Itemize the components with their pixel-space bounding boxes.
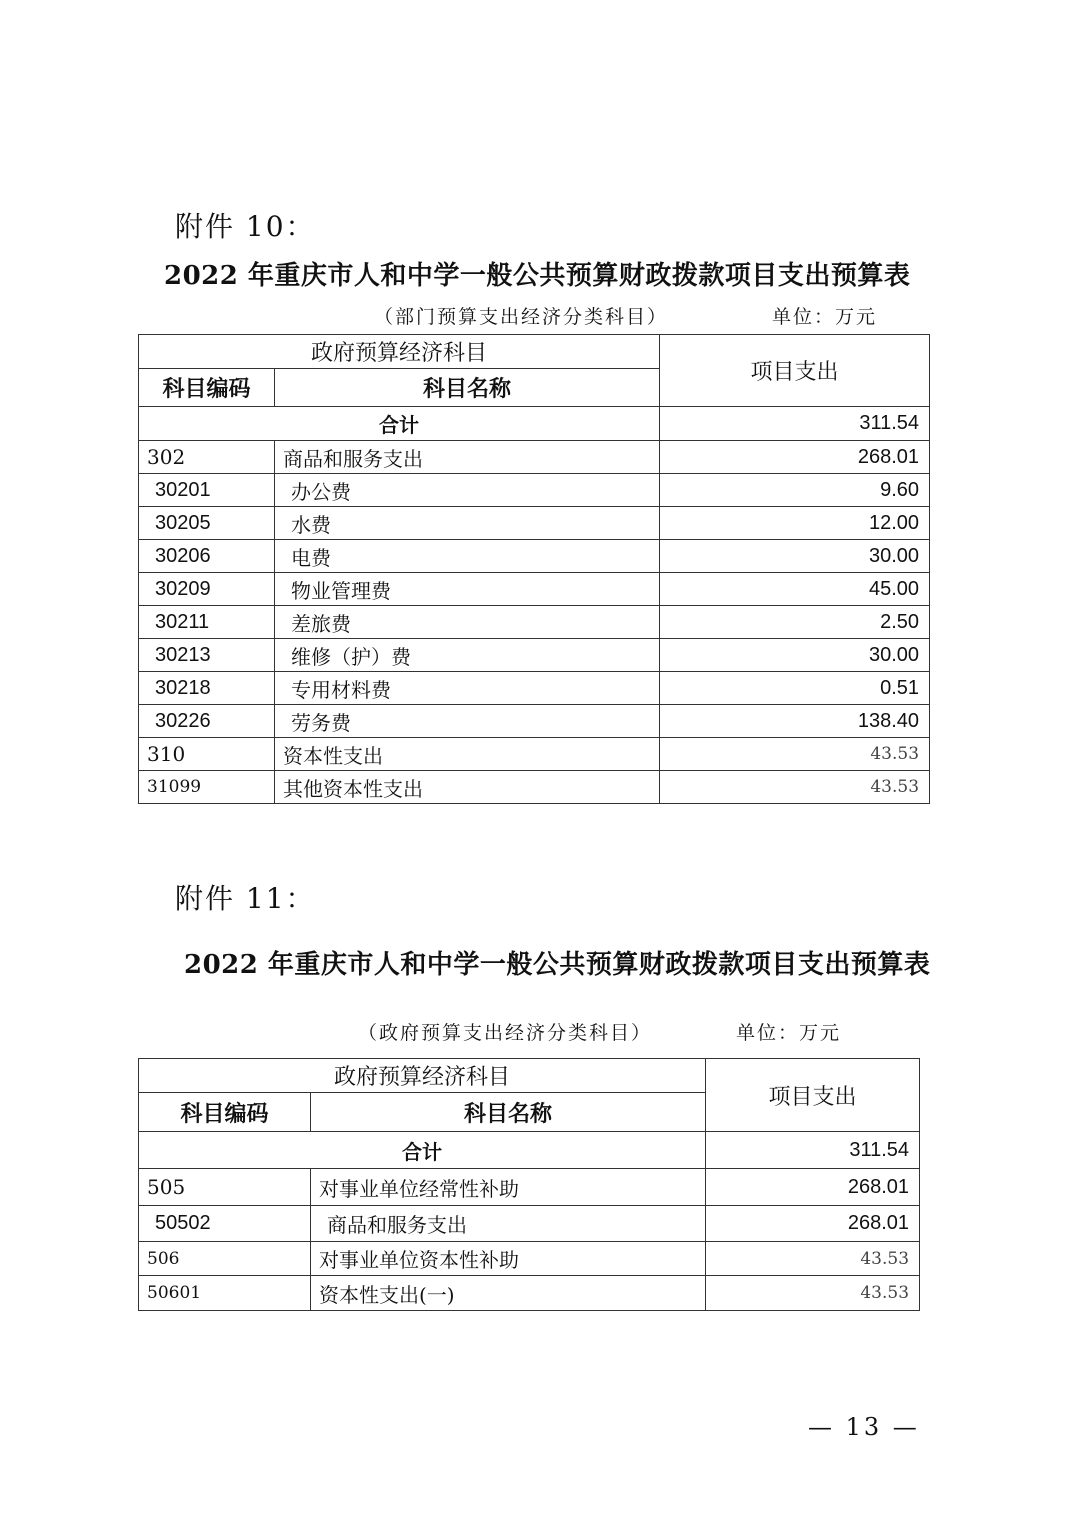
row-code: 50502 xyxy=(139,1206,311,1242)
row-value: 2.50 xyxy=(660,606,930,639)
row-code: 506 xyxy=(139,1242,311,1276)
row-value: 30.00 xyxy=(660,540,930,573)
row-name: 电费 xyxy=(275,540,660,573)
row-name: 专用材料费 xyxy=(275,672,660,705)
attachment-label-10: 附件 10： xyxy=(175,210,316,243)
row-code: 30211 xyxy=(139,606,275,639)
header-group: 政府预算经济科目 xyxy=(139,1059,706,1093)
row-value: 268.01 xyxy=(706,1206,920,1242)
row-value: 43.53 xyxy=(706,1242,920,1276)
unit-label-11: 单位：万元 xyxy=(736,1022,842,1044)
header-code: 科目编码 xyxy=(139,1093,311,1132)
header-amount: 项目支出 xyxy=(706,1059,920,1132)
header-amount: 项目支出 xyxy=(660,335,930,407)
total-value: 311.54 xyxy=(660,407,930,441)
row-value: 9.60 xyxy=(660,474,930,507)
row-value: 30.00 xyxy=(660,639,930,672)
table-title-10: 2022 年重庆市人和中学一般公共预算财政拨款项目支出预算表 xyxy=(164,261,911,291)
row-name: 对事业单位经常性补助 xyxy=(311,1169,706,1206)
total-label: 合计 xyxy=(139,1132,706,1169)
table-subtitle-10: （部门预算支出经济分类科目） xyxy=(374,306,669,328)
unit-label-10: 单位：万元 xyxy=(772,306,878,328)
row-name: 资本性支出(一) xyxy=(311,1276,706,1311)
row-name: 其他资本性支出 xyxy=(275,771,660,804)
row-value: 0.51 xyxy=(660,672,930,705)
row-code: 302 xyxy=(139,441,275,474)
row-code: 30206 xyxy=(139,540,275,573)
row-value: 45.00 xyxy=(660,573,930,606)
attachment-label-11: 附件 11： xyxy=(175,882,316,915)
row-name: 水费 xyxy=(275,507,660,540)
header-name: 科目名称 xyxy=(311,1093,706,1132)
row-name: 差旅费 xyxy=(275,606,660,639)
row-code: 30201 xyxy=(139,474,275,507)
row-value: 43.53 xyxy=(660,771,930,804)
row-name: 劳务费 xyxy=(275,705,660,738)
row-code: 30226 xyxy=(139,705,275,738)
row-code: 30205 xyxy=(139,507,275,540)
table-title-11: 2022 年重庆市人和中学一般公共预算财政拨款项目支出预算表 xyxy=(184,950,931,980)
row-value: 268.01 xyxy=(660,441,930,474)
header-code: 科目编码 xyxy=(139,369,275,407)
budget-table-10 xyxy=(138,334,930,804)
row-name: 办公费 xyxy=(275,474,660,507)
budget-table-11 xyxy=(138,1058,920,1311)
total-label: 合计 xyxy=(139,407,660,441)
row-value: 43.53 xyxy=(660,738,930,771)
row-name: 物业管理费 xyxy=(275,573,660,606)
row-code: 505 xyxy=(139,1169,311,1206)
row-value: 268.01 xyxy=(706,1169,920,1206)
row-code: 310 xyxy=(139,738,275,771)
total-value: 311.54 xyxy=(706,1132,920,1169)
row-code: 30213 xyxy=(139,639,275,672)
row-code: 30218 xyxy=(139,672,275,705)
row-code: 30209 xyxy=(139,573,275,606)
row-value: 138.40 xyxy=(660,705,930,738)
row-code: 31099 xyxy=(139,771,275,804)
page-number: — 13 — xyxy=(808,1413,920,1441)
row-name: 对事业单位资本性补助 xyxy=(311,1242,706,1276)
row-name: 商品和服务支出 xyxy=(311,1206,706,1242)
table-subtitle-11: （政府预算支出经济分类科目） xyxy=(358,1022,653,1044)
header-name: 科目名称 xyxy=(275,369,660,407)
row-name: 商品和服务支出 xyxy=(275,441,660,474)
row-code: 50601 xyxy=(139,1276,311,1311)
row-name: 资本性支出 xyxy=(275,738,660,771)
row-value: 12.00 xyxy=(660,507,930,540)
header-group: 政府预算经济科目 xyxy=(139,335,660,369)
row-value: 43.53 xyxy=(706,1276,920,1311)
row-name: 维修（护）费 xyxy=(275,639,660,672)
